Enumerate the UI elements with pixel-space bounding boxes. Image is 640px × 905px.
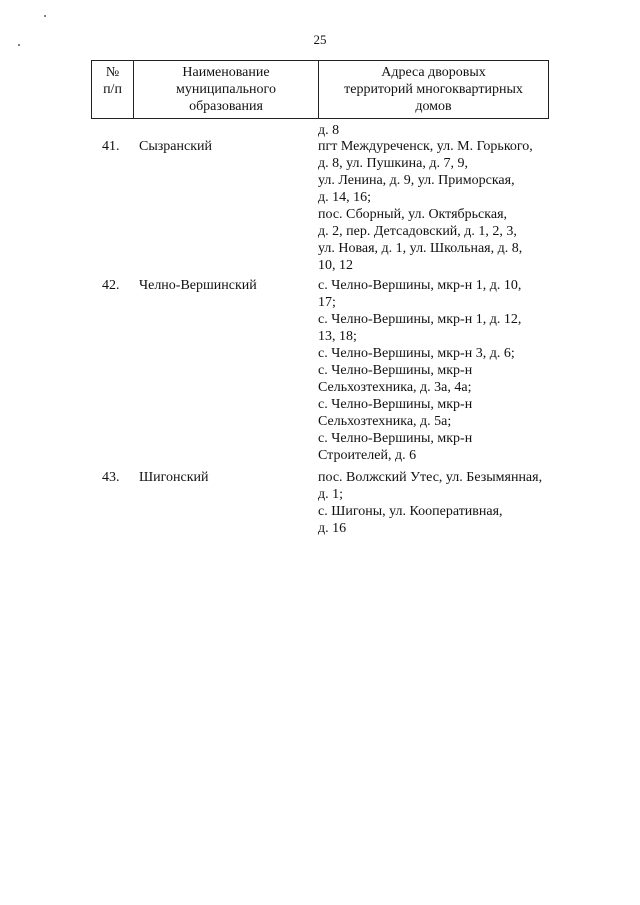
address-line: Сельхозтехника, д. 5а; — [318, 414, 452, 429]
address-line: с. Челно-Вершины, мкр-н 1, д. 12, — [318, 312, 522, 327]
continuation-address: д. 8 — [318, 123, 340, 138]
municipality-name: Челно-Вершинский — [139, 278, 257, 293]
municipality-name: Шигонский — [139, 470, 209, 485]
address-line: 13, 18; — [318, 329, 357, 344]
address-line: с. Челно-Вершины, мкр-н 3, д. 6; — [318, 346, 515, 361]
address-line: Строителей, д. 6 — [318, 448, 417, 463]
header-text-line: территорий многоквартирных — [344, 82, 523, 97]
address-line: 17; — [318, 295, 336, 310]
address-line: 10, 12 — [318, 258, 353, 273]
address-line: д. 8, ул. Пушкина, д. 7, 9, — [318, 156, 469, 171]
row-number: 41. — [102, 139, 120, 154]
address-list — [318, 277, 558, 464]
header-name-cell — [134, 61, 319, 119]
address-line: д. 16 — [318, 521, 347, 536]
row-number: 42. — [102, 278, 120, 293]
header-text-line: № — [105, 65, 120, 80]
address-line: д. 14, 16; — [318, 190, 372, 205]
header-number-cell — [92, 61, 134, 119]
header-text-line: п/п — [103, 82, 122, 97]
address-line: с. Челно-Вершины, мкр-н — [318, 397, 473, 412]
address-line: пос. Волжский Утес, ул. Безымянная, — [318, 470, 543, 485]
scan-speck — [44, 15, 46, 17]
address-line: с. Челно-Вершины, мкр-н 1, д. 10, — [318, 278, 522, 293]
address-line: Сельхозтехника, д. 3а, 4а; — [318, 380, 472, 395]
header-text-line: муниципального — [176, 82, 276, 97]
header-text-line: Адреса дворовых — [381, 65, 486, 80]
address-line: ул. Ленина, д. 9, ул. Приморская, — [318, 173, 515, 188]
municipality-name: Сызранский — [139, 139, 212, 154]
address-line: пгт Междуреченск, ул. М. Горького, — [318, 139, 533, 154]
address-line: пос. Сборный, ул. Октябрьская, — [318, 207, 508, 222]
address-line: с. Челно-Вершины, мкр-н — [318, 431, 473, 446]
address-line: ул. Новая, д. 1, ул. Школьная, д. 8, — [318, 241, 523, 256]
header-address-cell — [319, 61, 549, 119]
page-number: 25 — [313, 32, 327, 47]
header-text-line: домов — [415, 99, 452, 114]
address-line: д. 1; — [318, 487, 344, 502]
table-header — [91, 60, 549, 119]
header-text-line: Наименование — [182, 65, 270, 80]
address-line: с. Шигоны, ул. Кооперативная, — [318, 504, 503, 519]
address-line: д. 2, пер. Детсадовский, д. 1, 2, 3, — [318, 224, 517, 239]
header-text-line: образования — [189, 99, 263, 114]
address-list — [318, 138, 558, 274]
address-line: с. Челно-Вершины, мкр-н — [318, 363, 473, 378]
address-list — [318, 469, 558, 537]
row-number: 43. — [102, 470, 120, 485]
